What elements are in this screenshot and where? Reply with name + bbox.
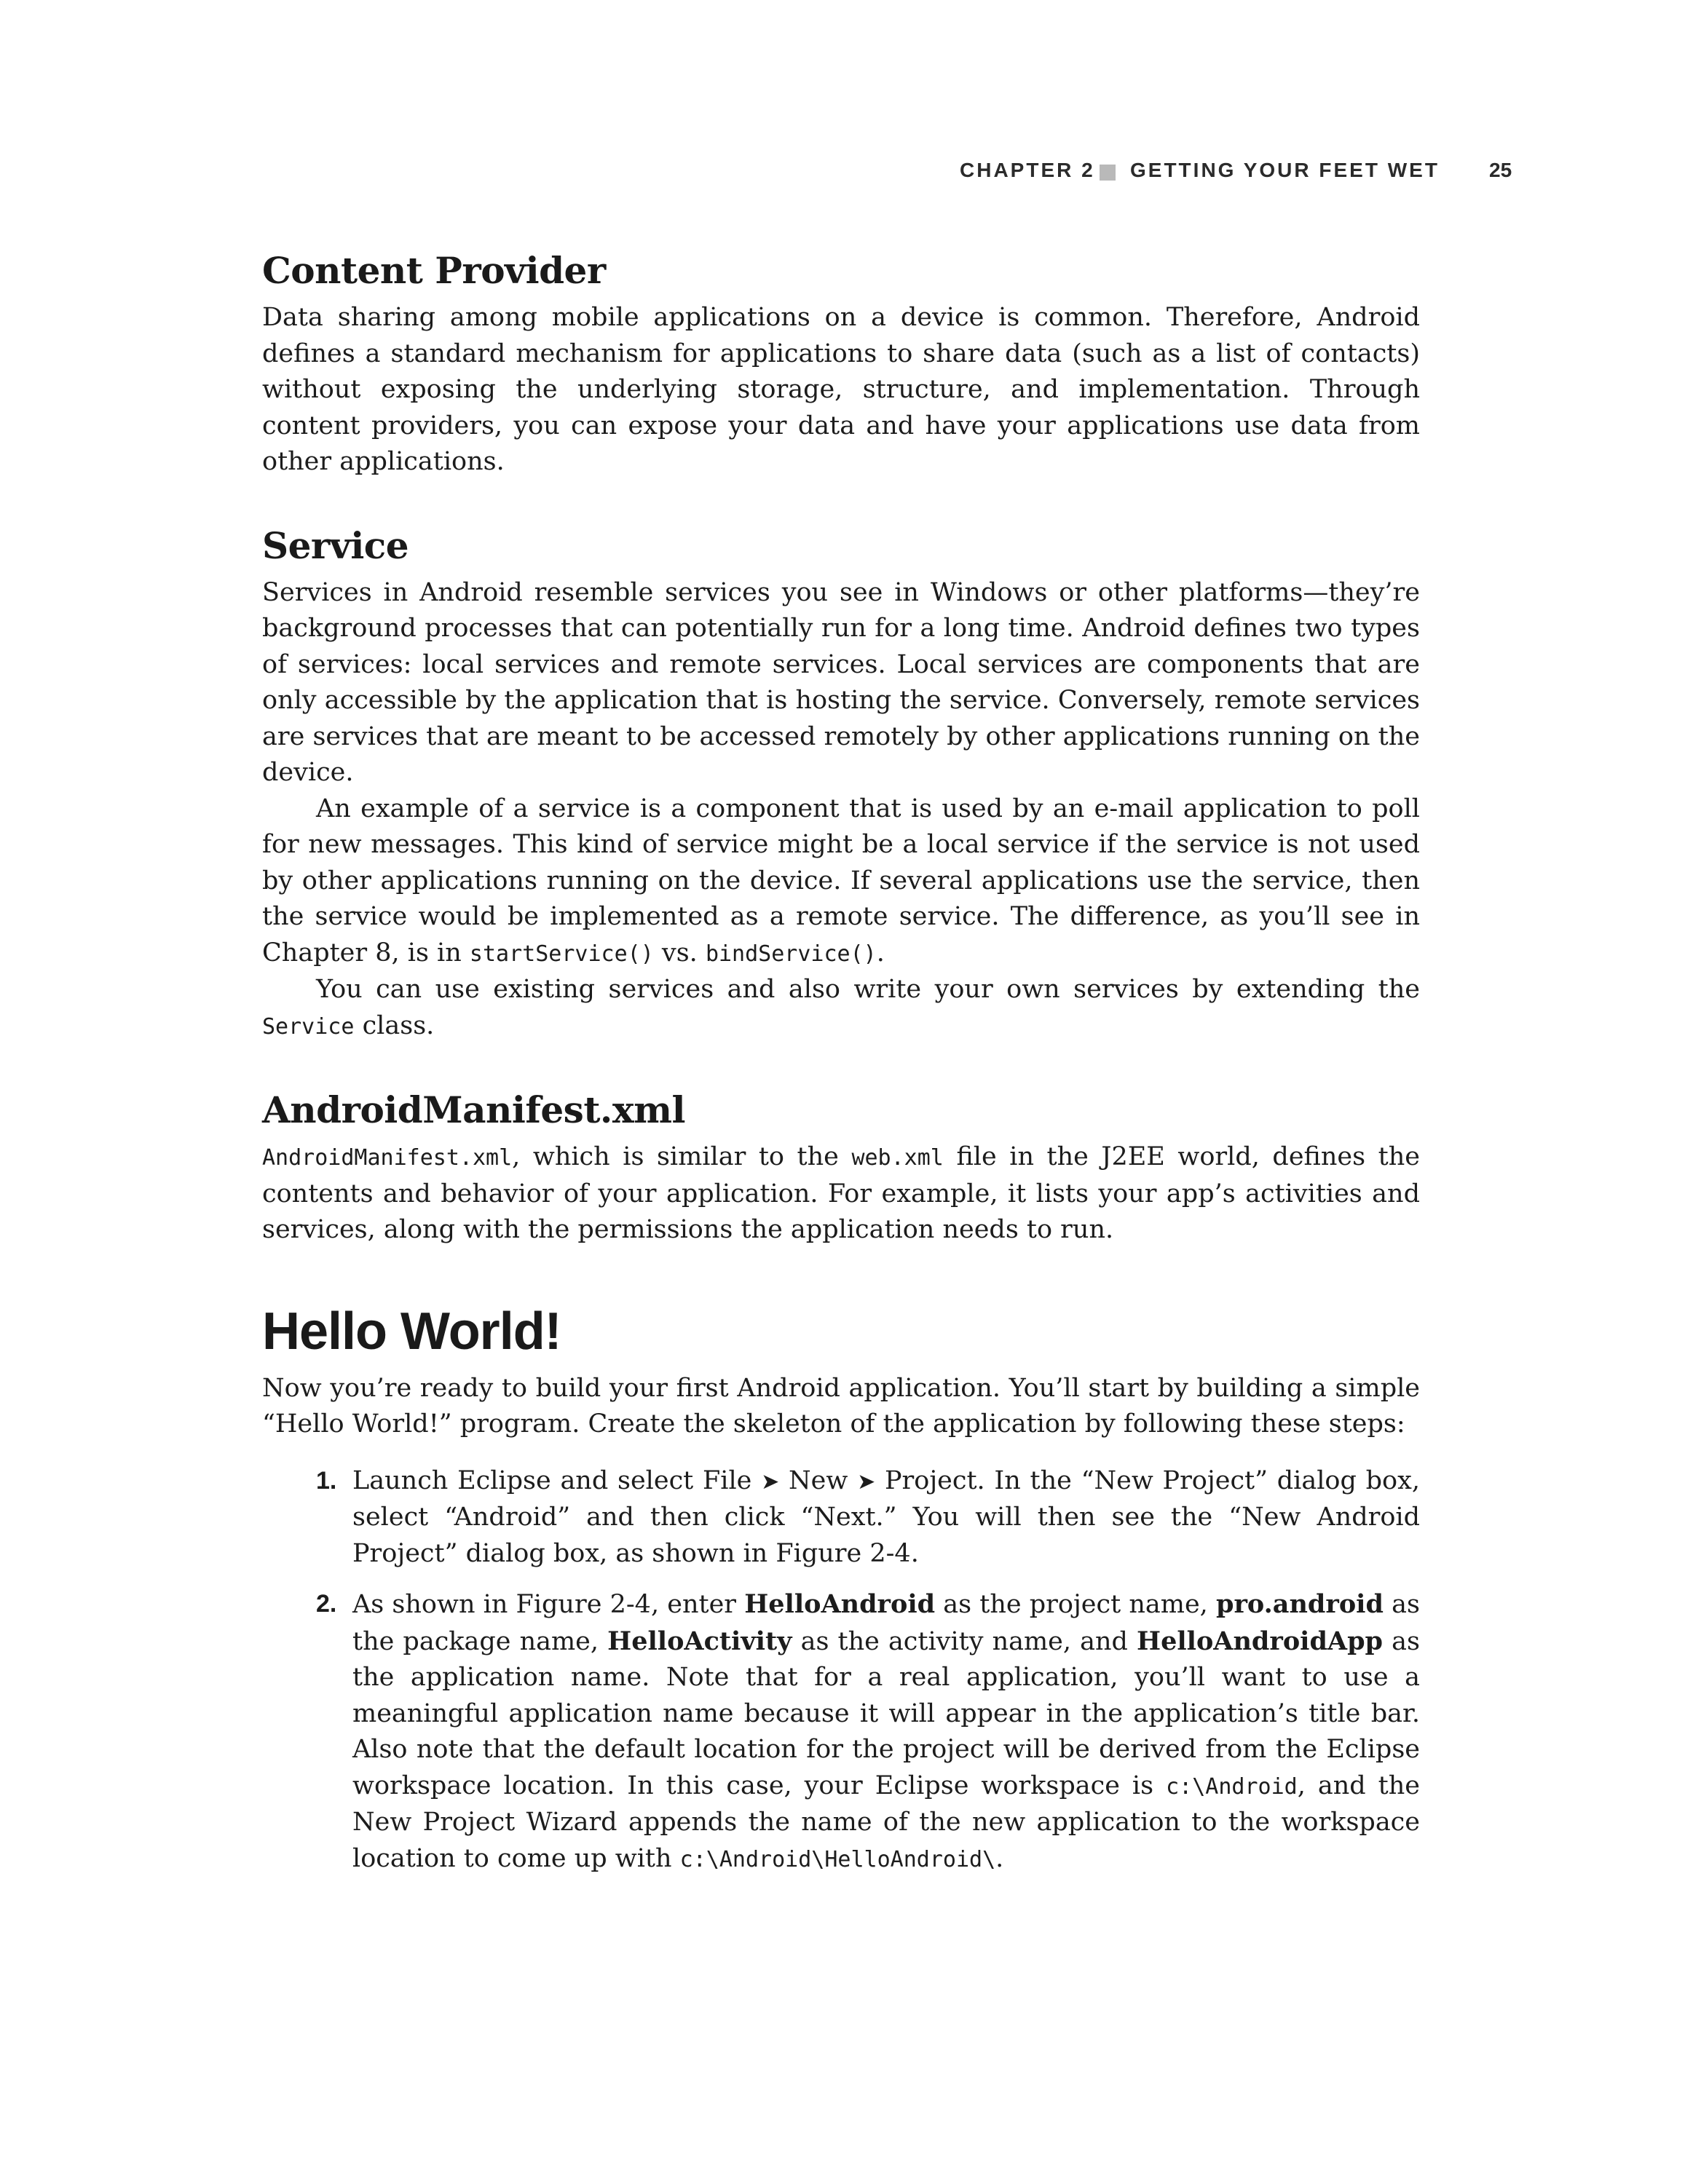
- class-word: class.: [362, 1010, 435, 1040]
- hello-world-intro: Now you’re ready to build your first Android application. You’ll start by building a simple “Hello World!” program. Create the skeleton of the application by following these steps:: [262, 1373, 1420, 1439]
- step-2-t7: .: [995, 1843, 1004, 1873]
- chapter-title: GETTING YOUR FEET WET: [1130, 159, 1440, 181]
- hello-world-heading: Hello World!: [262, 1302, 561, 1361]
- menu-arrow-icon: ➤: [761, 1468, 780, 1495]
- list-item: [262, 1586, 1420, 1878]
- content-provider-paragraph: Data sharing among mobile applications on a device is common. Therefore, Android defines a standard mechanism for applications to share data (such as a list of contacts) without exposing the underlying storage, structure, and implementation. Through content providers, you can expose your data and have your applications use data from other applications.: [262, 303, 1420, 476]
- header-separator-square: [1100, 165, 1116, 181]
- section-hello-world: [262, 1299, 1420, 1878]
- step-2-t3: as the package name,: [352, 1590, 1420, 1656]
- step-2-number: 2.: [316, 1590, 337, 1618]
- bind-service-code: bindService(): [705, 941, 877, 967]
- step-2-t1: As shown in Figure 2-4, enter: [352, 1590, 737, 1619]
- android-manifest-paragraph: [262, 1139, 1420, 1249]
- step-2-t2: as the project name,: [943, 1590, 1208, 1619]
- service-paragraph-3: [262, 972, 1420, 1045]
- service-paragraph-1: Services in Android resemble services you see in Windows or other platforms—they’re background processes that can potentially run for a long time. Android defines two types of services: local services and remote services. Local services are components that are only accessible by the application that is hosting the service. Conversely, remote services are services that are meant to be accessed remotely by other applications running on the device.: [262, 577, 1420, 787]
- activity-name-bold: HelloActivity: [607, 1626, 792, 1656]
- section-android-manifest: [262, 1087, 1420, 1249]
- step-1-text: [352, 1463, 1420, 1572]
- page-body: [262, 248, 1420, 1892]
- content-provider-heading: Content Provider: [262, 249, 606, 292]
- step-2-text: [352, 1586, 1420, 1878]
- step-1-number: 1.: [316, 1466, 337, 1495]
- android-manifest-heading: AndroidManifest.xml: [262, 1088, 686, 1131]
- page-number: 25: [1489, 159, 1512, 181]
- step-1-text-a: Launch Eclipse and select File: [352, 1465, 752, 1495]
- section-service: [262, 523, 1420, 1045]
- service-class-code: Service: [262, 1013, 355, 1040]
- period: .: [876, 938, 885, 968]
- service-paragraph-2-text: An example of a service is a component that is used by an e-mail application to poll for new messages. This kind of service might be a local service if the service is not used by other applications running on the device. If several applications use the service, then the service would be implemented as a remote service. The difference, as you’ll see in Chapter 8, is in: [262, 794, 1420, 968]
- step-1-text-b: New: [789, 1465, 848, 1495]
- menu-arrow-icon: ➤: [857, 1468, 876, 1495]
- running-header: [0, 159, 1693, 188]
- manifest-text-2: file in the J2EE world, defines the contents and behavior of your application. For example, it lists your app’s activities and services, along with the permissions the application needs to run.: [262, 1142, 1420, 1244]
- start-service-code: startService(): [469, 941, 654, 967]
- service-paragraph-2: [262, 791, 1420, 973]
- web-xml-code: web.xml: [851, 1145, 944, 1171]
- workspace-path-code: c:\Android: [1166, 1773, 1298, 1800]
- steps-list: [262, 1463, 1420, 1878]
- manifest-filename-code: AndroidManifest.xml: [262, 1145, 513, 1171]
- step-2-t5: as the application name. Note that for a real application, you’ll want to use a meaningful application name because it will appear in the application’s title bar. Also note that the default location for the project will be derived from the Eclipse workspace location. In this case, your Eclipse workspace is: [352, 1626, 1420, 1800]
- section-content-provider: [262, 248, 1420, 480]
- service-paragraph-3-text: You can use existing services and also write your own services by extending the: [316, 975, 1420, 1004]
- service-heading: Service: [262, 523, 409, 567]
- project-path-code: c:\Android\HelloAndroid\: [679, 1846, 996, 1872]
- step-1-text-c: Project. In the “New Project” dialog box, select “Android” and then click “Next.” You will then see the “New Android Project” dialog box, as shown in Figure 2-4.: [352, 1465, 1420, 1568]
- application-name-bold: HelloAndroidApp: [1137, 1626, 1384, 1656]
- chapter-label: CHAPTER 2: [960, 159, 1095, 181]
- manifest-text-1: , which is similar to the: [512, 1142, 839, 1171]
- project-name-bold: HelloAndroid: [744, 1589, 936, 1619]
- list-item: [262, 1463, 1420, 1572]
- step-2-t6: , and the New Project Wizard appends the name of the new application to the workspace location to come up with: [352, 1770, 1420, 1873]
- step-2-t4: as the activity name, and: [800, 1626, 1128, 1656]
- vs-text: vs.: [661, 938, 698, 968]
- package-name-bold: pro.android: [1215, 1589, 1384, 1619]
